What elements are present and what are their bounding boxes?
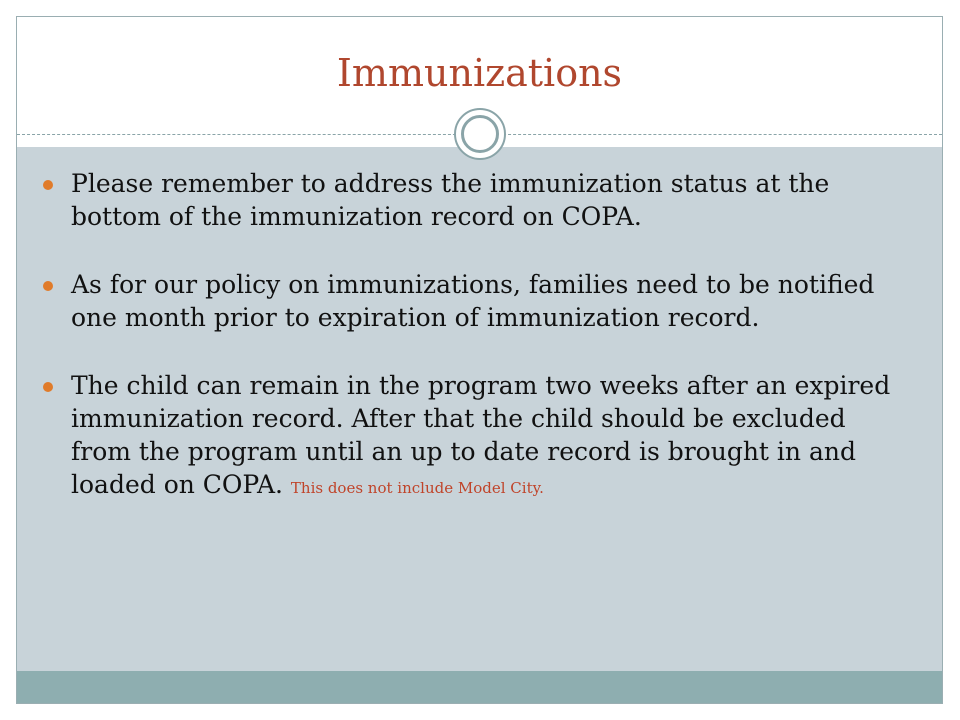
bullet-dot-icon bbox=[43, 180, 53, 190]
slide bbox=[16, 16, 943, 704]
footer-bar bbox=[17, 671, 942, 704]
bullet-item bbox=[43, 268, 913, 334]
slide-title: Immunizations bbox=[336, 51, 623, 95]
bullet-text: As for our policy on immunizations, families need to be notified one month prior to expiration of immunization record. bbox=[71, 270, 875, 332]
model-city-note: This does not include Model City. bbox=[290, 479, 544, 497]
bullet-item bbox=[43, 369, 913, 505]
bullet-list bbox=[43, 167, 913, 540]
bullet-text: The child can remain in the program two weeks after an expired immunization record. After that the child should be excluded from the program until an up to date record is brought in and loaded on COPA. bbox=[71, 371, 891, 499]
bullet-item bbox=[43, 167, 913, 233]
bullet-dot-icon bbox=[43, 281, 53, 291]
bullet-dot-icon bbox=[43, 382, 53, 392]
bullet-text: Please remember to address the immunization status at the bottom of the immunization record on COPA. bbox=[71, 169, 830, 231]
decorative-ring-icon bbox=[454, 108, 506, 160]
